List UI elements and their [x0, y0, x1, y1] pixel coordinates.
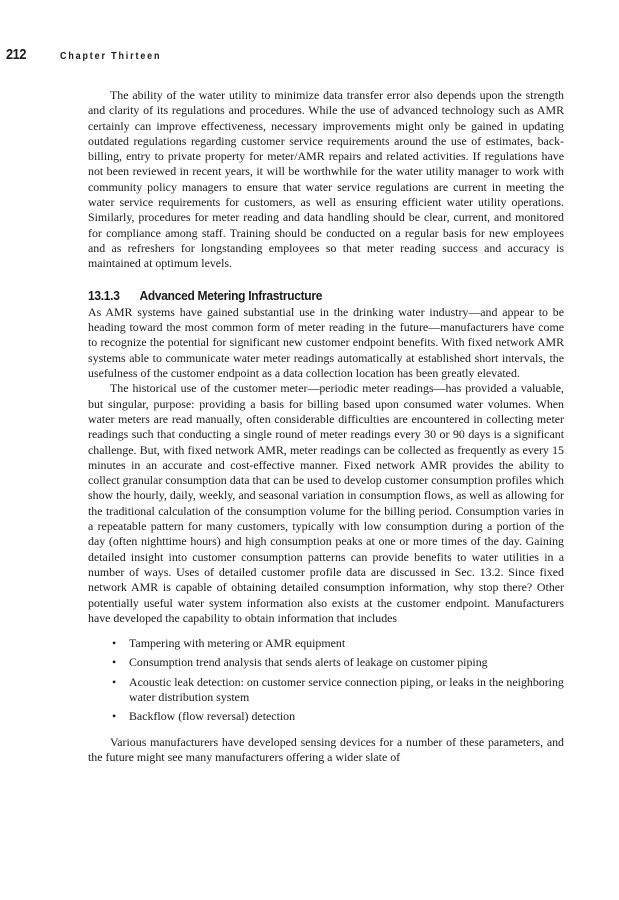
list-item-text: Backflow (flow reversal) detection	[129, 709, 296, 724]
list-item-text: Tampering with metering or AMR equipment	[129, 636, 346, 651]
bullet-icon: •	[112, 674, 117, 689]
bullet-icon: •	[112, 655, 117, 670]
page-number: 212	[6, 46, 27, 63]
section-number: 13.1.3	[88, 287, 120, 303]
chapter-title: Chapter Thirteen	[60, 50, 162, 62]
bullet-icon: •	[112, 709, 117, 724]
list-item-text: Consumption trend analysis that sends alerts of leakage on customer piping	[129, 655, 488, 670]
section-heading	[88, 288, 526, 303]
endpoint-capabilities-list	[88, 636, 564, 724]
list-item-text: Acoustic leak detection: on customer service connection piping, or leaks in the neighboring water distribution system	[129, 674, 564, 704]
section-title: Advanced Metering Infrastructure	[139, 287, 323, 303]
bullet-icon: •	[112, 636, 117, 651]
paragraph-manufacturers: Various manufacturers have developed sensing devices for a number of these parameters, and the future might see many manufacturers offering a wider slate of	[88, 734, 564, 764]
running-head	[6, 46, 179, 63]
list-item	[112, 636, 564, 651]
list-item	[112, 655, 564, 670]
paragraph-historical-use: The historical use of the customer meter—periodic meter readings—has provided a valuable, but singular, purpose: providing a basis for billing based upon consumed water volumes. When water meters are read manually, often considerable difficulties are encountered in collecting meter readings such that conducting a single round of meter readings every 30 or 90 days is a significant challenge. But, with fixed network AMR, meter readings can be collected as frequently as every 15 minutes in an accurate and cost-effective manner. Fixed network AMR provides the ability to collect granular consumption data that can be used to develop customer consumption profiles which show the hourly, daily, weekly, and seasonal variation in consumption flows, as well as allowing for the traditional calculation of the consumption volume for the billing period. Consumption varies in a repeatable pattern for many customers, typically with low consumption during a portion of the day (often nighttime hours) and high consumption peaks at one or more times of the day. Gaining detailed insight into customer consumption patterns can provide benefits to water utilities in a number of ways. Uses of detailed customer profile data are discussed in Sec. 13.2. Since fixed network AMR is capable of obtaining detailed consumption information, why stop there? Other potentially useful water system information also exists at the customer endpoint. Manufacturers have developed the capability to obtain information that includes	[88, 381, 564, 625]
list-item	[112, 675, 564, 706]
paragraph-ami-intro: As AMR systems have gained substantial use in the drinking water industry—and appear to be heading toward the most common form of meter reading in the future—manufacturers have come to recognize the potential for significant new customer endpoint benefits. With fixed network AMR systems able to communicate water meter readings automatically at established short intervals, the usefulness of the customer endpoint as a data collection location has been greatly elevated.	[88, 304, 564, 381]
list-item	[112, 709, 564, 724]
paragraph-data-transfer: The ability of the water utility to minimize data transfer error also depends upon the strength and clarity of its regulations and procedures. While the use of advanced technology such as AMR certainly can improve effectiveness, necessary improvements might only be gained in updating outdated regulations regarding customer service requirements around the use of estimates, back-billing, entry to private property for meter/AMR repairs and related activities. If regulations have not been reviewed in recent years, it will be worthwhile for the water utility manager to work with community policy managers to ensure that water service regulations are current in meeting the water service requirements for customers, as well as ensuring efficient water utility operations. Similarly, procedures for meter reading and data handling should be clear, current, and monitored for compliance among staff. Training should be conducted on a regular basis for new employees and as refreshers for longstanding employees so that meter reading success and accuracy is maintained at optimum levels.	[88, 88, 564, 271]
page-body	[88, 88, 564, 765]
